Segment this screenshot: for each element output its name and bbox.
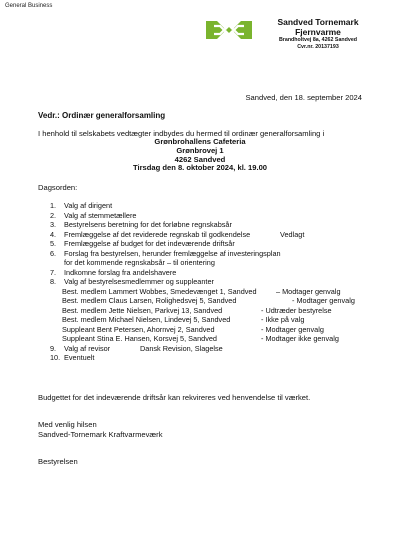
agenda-item-note: - Udtræder bestyrelse xyxy=(261,305,332,315)
agenda-item-number: 6. xyxy=(50,248,57,258)
agenda-item-number: 1. xyxy=(50,201,57,210)
agenda-item-number: 2. xyxy=(50,210,57,220)
agenda-item-text: Valg af dirigent xyxy=(64,201,113,210)
meeting-venue xyxy=(38,138,362,173)
agenda-item-note: Vedlagt xyxy=(280,229,305,239)
agenda-item-number: 4. xyxy=(50,229,57,239)
agenda-item-note: – Modtager genvalg xyxy=(276,286,341,296)
company-name-line2: Fjernvarme xyxy=(295,27,341,37)
agenda-item-text: Best. medlem Lammert Wobbes, Smedevænget 1, Sandved xyxy=(62,286,257,296)
agenda-item-text: Suppleant Bent Petersen, Ahornvej 2, Sandved xyxy=(62,324,215,334)
agenda-item-text: Forslag fra bestyrelsen, herunder fremlæggelse af investeringsplan xyxy=(64,248,281,258)
letter-date: Sandved, den 18. september 2024 xyxy=(245,93,362,102)
meeting-time: Tirsdag den 8. oktober 2024, kl. 19.00 xyxy=(132,163,268,173)
greeting: Med venlig hilsen xyxy=(38,420,97,429)
signature: Bestyrelsen xyxy=(38,457,78,466)
agenda-item-text: Indkomne forslag fra andelshavere xyxy=(64,267,177,277)
agenda-item-text: Best. medlem Claus Larsen, Rolighedsvej 5, Sandved xyxy=(62,296,237,305)
agenda-item-note: - Modtager genvalg xyxy=(292,296,355,305)
agenda-item-text: Valg af revisor xyxy=(64,343,111,353)
agenda-item-number: 5. xyxy=(50,239,57,248)
agenda-item-note: - Ikke på valg xyxy=(261,315,305,324)
agenda-item-note: Dansk Revision, Slagelse xyxy=(140,343,223,353)
agenda-item-text: Valg af bestyrelsesmedlemmer og suppleanter xyxy=(64,277,214,286)
agenda-heading: Dagsorden: xyxy=(38,183,78,192)
company-address: Brandholtvej 8a, 4262 Sandved xyxy=(278,37,357,43)
agenda-item-note: - Modtager genvalg xyxy=(261,324,324,334)
agenda-item-note: - Modtager ikke genvalg xyxy=(261,334,339,343)
company-logo xyxy=(205,17,253,43)
agenda-item-number: 8. xyxy=(50,277,57,286)
company-name: Sandved Tornemark xyxy=(277,17,359,27)
budget-note: Budgettet for det indeværende driftsår kan rekvireres ved henvendelse til værket. xyxy=(38,393,311,402)
agenda-item-text: Best. medlem Jette Nielsen, Parkvej 13, Sandved xyxy=(62,305,223,315)
sender: Sandved-Tornemark Kraftvarmeværk xyxy=(38,430,163,439)
agenda-item-text: Best. medlem Michael Nielsen, Lindevej 5, Sandved xyxy=(62,315,231,324)
agenda-item-text: Valg af stemmetællere xyxy=(64,210,137,220)
agenda-item-text: Fremlæggelse af budget for det indeværende driftsår xyxy=(64,239,235,248)
agenda-item-number: 7. xyxy=(50,267,57,277)
venue-name: Grønbrohallens Cafeteria xyxy=(154,137,246,146)
letter-subject: Vedr.: Ordinær generalforsamling xyxy=(38,111,166,120)
agenda-item-text: Fremlæggelse af det reviderede regnskab til godkendelse xyxy=(64,229,251,239)
intro-text: I henhold til selskabets vedtægter indbydes du hermed til ordinær generalforsamling i xyxy=(38,129,325,138)
venue-street: Grønbrovej 1 xyxy=(176,145,224,155)
venue-city: 4262 Sandved xyxy=(174,154,226,164)
agenda-item-number: 3. xyxy=(50,220,57,229)
agenda-item-text: Bestyrelsens beretning for det forløbne regnskabsår xyxy=(64,220,232,229)
agenda-item-number: 10. xyxy=(50,353,61,362)
agenda-item-text: Suppleant Stina E. Hansen, Korsvej 5, Sandved xyxy=(62,334,217,343)
company-cvr: Cvr.nr. 20137193 xyxy=(297,44,339,50)
classification-label: General Business xyxy=(5,3,53,9)
letterhead xyxy=(268,17,368,51)
agenda-item-number: 9. xyxy=(50,343,57,353)
agenda-item-text: Eventuelt xyxy=(64,353,95,362)
agenda-item-continuation-text: for det kommende regnskabsår – til orientering xyxy=(64,258,215,267)
